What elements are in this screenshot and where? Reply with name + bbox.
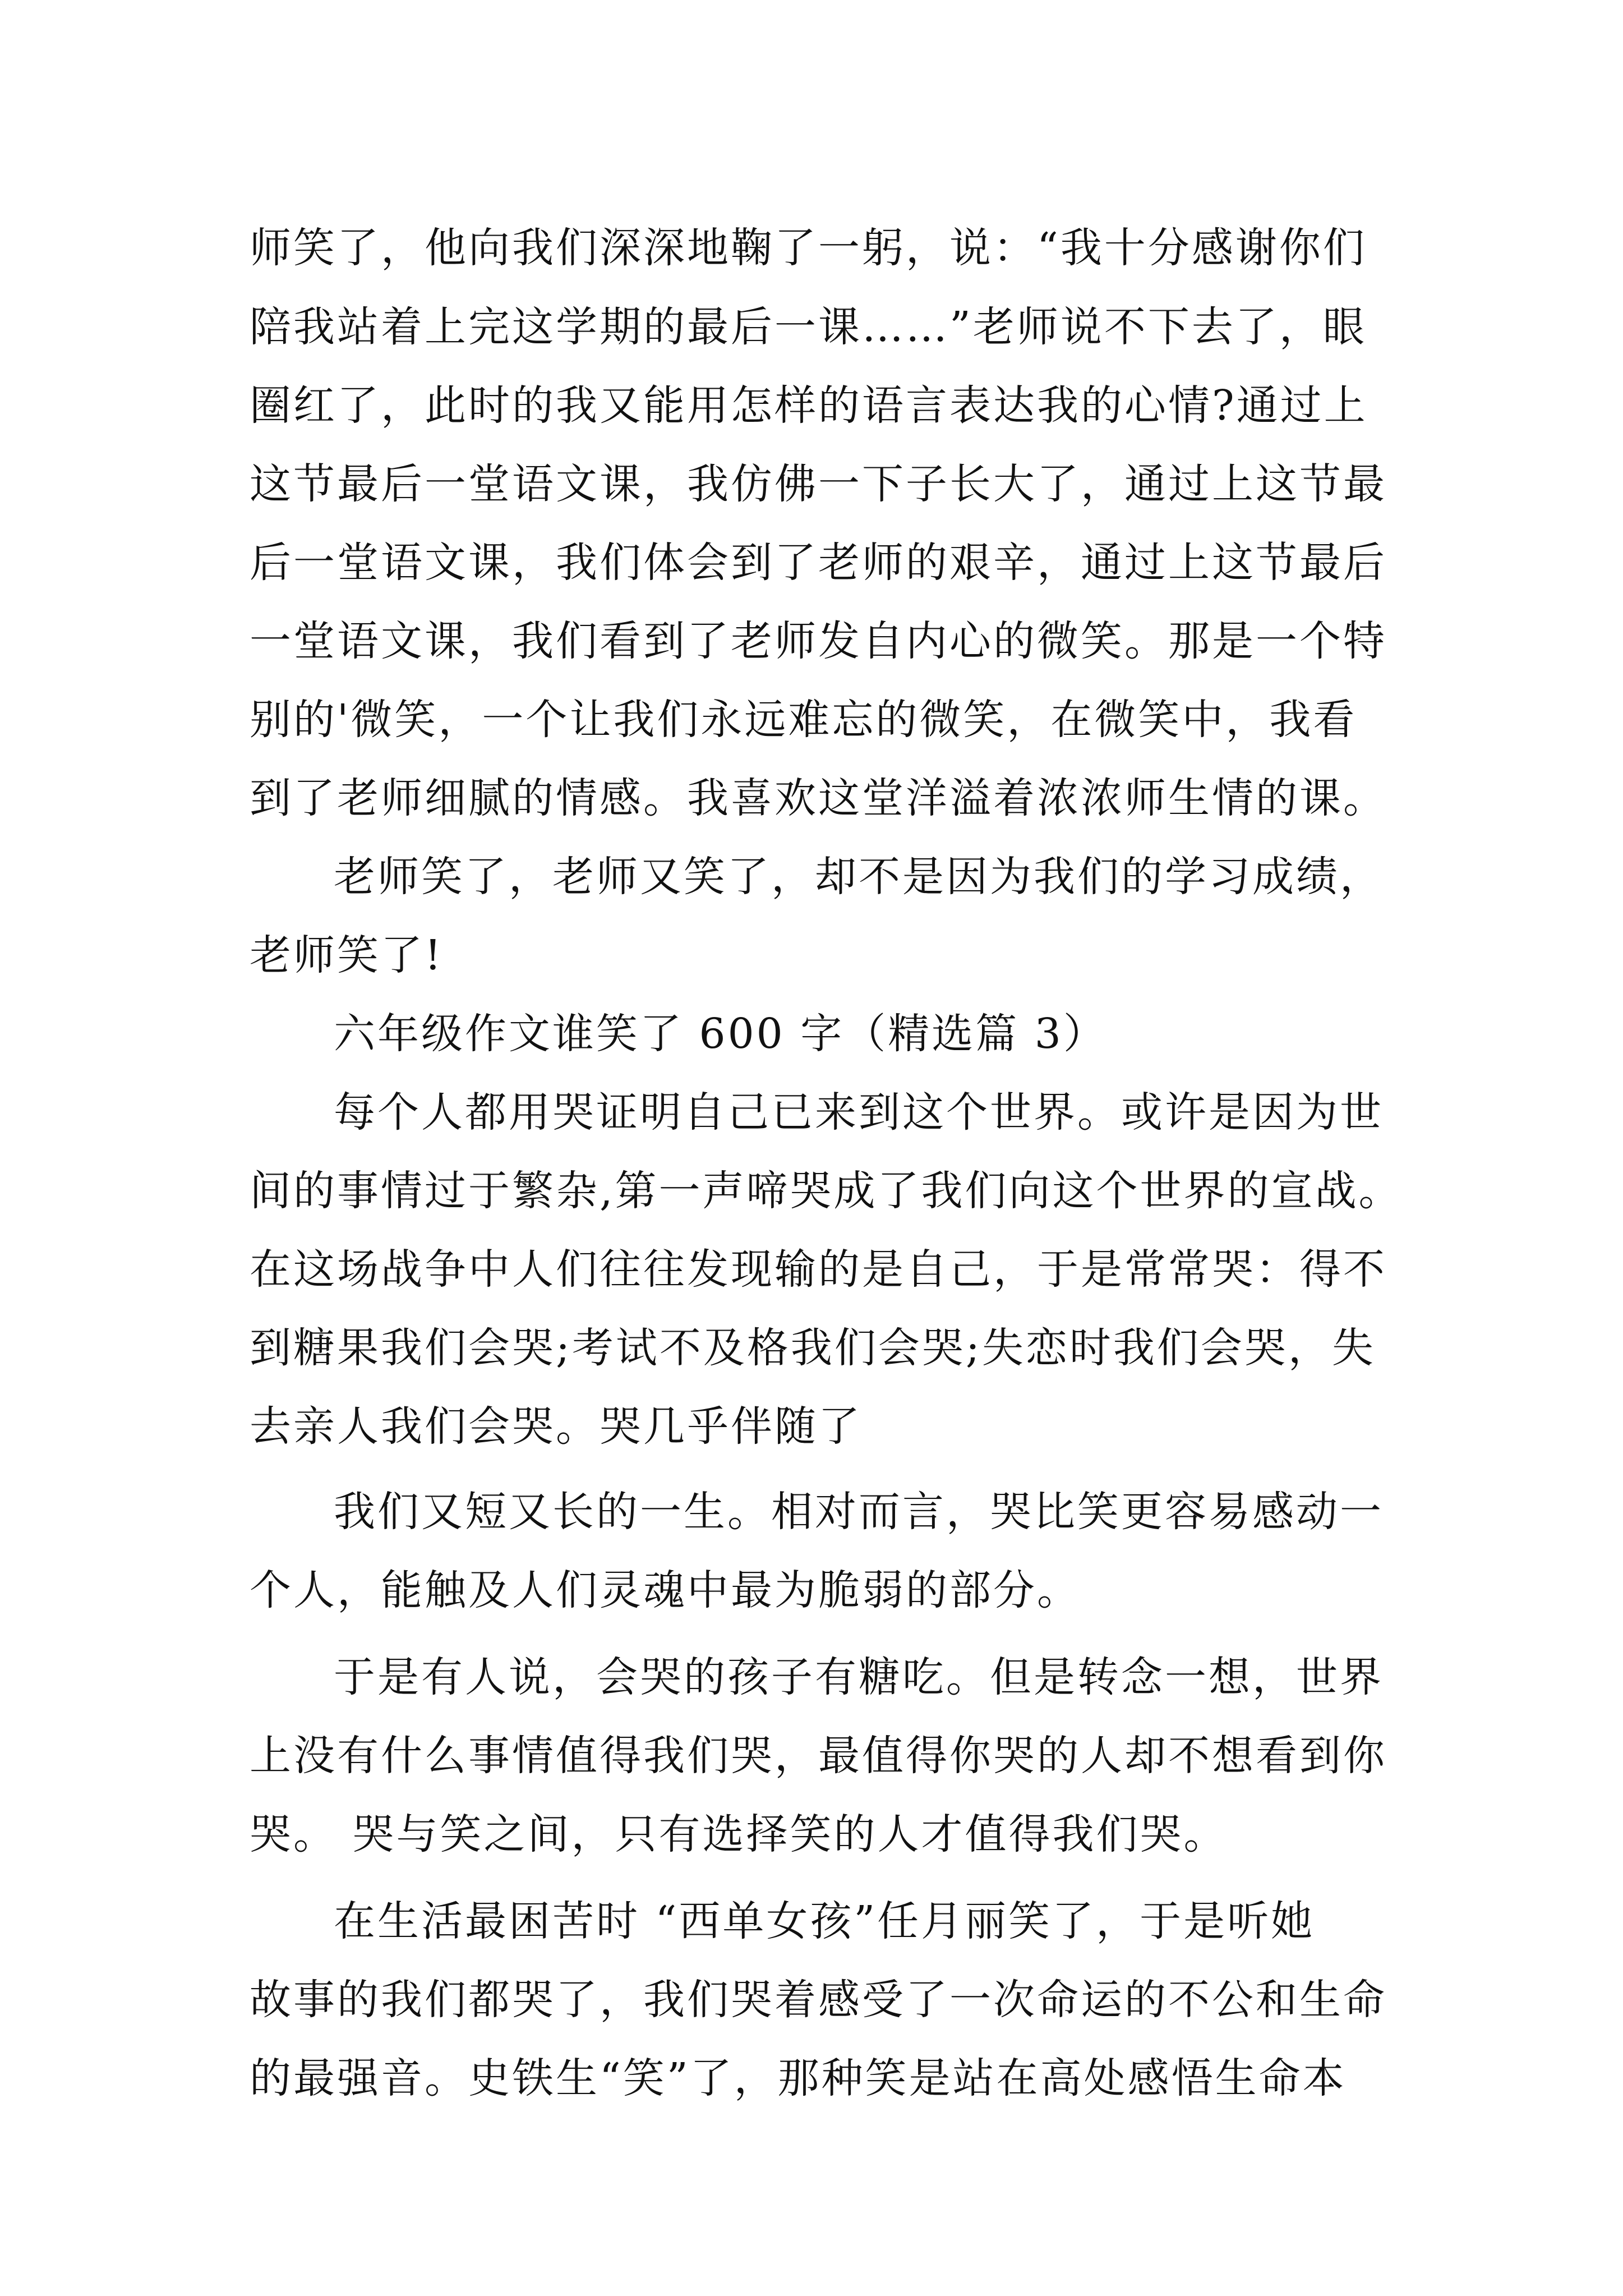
text-line: 间的事情过于繁杂,第一声啼哭成了我们向这个世界的宣战。 (250, 1167, 1403, 1215)
text-line: 去亲人我们会哭。哭几乎伴随了 (250, 1402, 862, 1451)
text-line: 故事的我们都哭了，我们哭着感受了一次命运的不公和生命 (250, 1976, 1387, 2024)
text-line: 陪我站着上完这学期的最后一课……”老师说不下去了，眼 (250, 303, 1367, 351)
text-line: 于是有人说，会哭的孩子有糖吃。但是转念一想，世界 (334, 1653, 1384, 1701)
text-line: 到了老师细腻的情感。我喜欢这堂洋溢着浓浓师生情的课。 (250, 774, 1387, 822)
text-line: 上没有什么事情值得我们哭，最值得你哭的人却不想看到你 (250, 1732, 1387, 1780)
text-line: 的最强音。史铁生“笑”了，那种笑是站在高处感悟生命本 (250, 2054, 1347, 2102)
text-line: 哭。 哭与笑之间，只有选择笑的人才值得我们哭。 (250, 1810, 1228, 1858)
text-line: 师笑了，他向我们深深地鞠了一躬，说：“我十分感谢你们 (250, 224, 1367, 272)
text-line: 老师笑了，老师又笑了，却不是因为我们的学习成绩， (334, 853, 1384, 901)
text-line: 这节最后一堂语文课，我仿佛一下子长大了，通过上这节最 (250, 460, 1387, 508)
text-line: 在生活最困苦时 “西单女孩”任月丽笑了，于是听她 (334, 1897, 1315, 1945)
text-line: 到糖果我们会哭;考试不及格我们会哭;失恋时我们会哭，失 (250, 1324, 1376, 1372)
text-line: 后一堂语文课，我们体会到了老师的艰辛，通过上这节最后 (250, 539, 1387, 587)
text-line: 我们又短又长的一生。相对而言，哭比笑更容易感动一 (334, 1488, 1384, 1536)
text-line: 老师笑了! (250, 931, 444, 979)
section-heading: 六年级作文谁笑了 600 字（精选篇 3） (334, 1010, 1107, 1058)
text-line: 在这场战争中人们往往发现输的是自己，于是常常哭：得不 (250, 1245, 1387, 1294)
text-line: 一堂语文课，我们看到了老师发自内心的微笑。那是一个特 (250, 617, 1387, 665)
text-line: 每个人都用哭证明自己已来到这个世界。或许是因为世 (334, 1088, 1384, 1137)
text-line: 个人，能触及人们灵魂中最为脆弱的部分。 (250, 1566, 1081, 1614)
text-line: 圈红了，此时的我又能用怎样的语言表达我的心情?通过上 (250, 381, 1368, 430)
text-line: 别的'微笑，一个让我们永远难忘的微笑，在微笑中，我看 (250, 696, 1357, 744)
